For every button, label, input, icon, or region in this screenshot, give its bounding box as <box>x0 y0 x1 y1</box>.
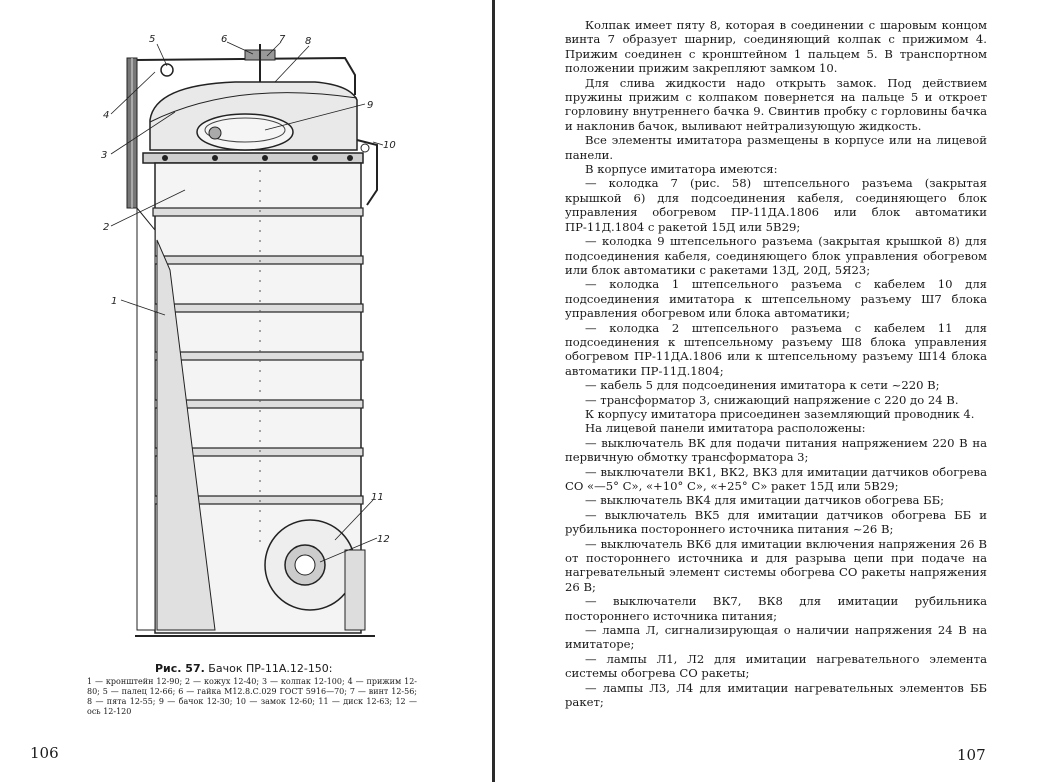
tank-drawing <box>95 30 405 660</box>
list-item: — трансформатор 3, снижающий напряжение с 220 до 24 В. <box>585 392 959 407</box>
figure-legend: 1 — кронштейн 12-90; 2 — кожух 12-40; 3 — колпак 12-100; 4 — прижим 12-80; 5 — палец 12-66; 6 — гайка М12.8.С.029 ГОСТ 5916—70; 7 — винт 12-56; 8 — пята 12-55; 9 — бачок 12-30; 10 — замок 12-60; 11 — диск 12-63; 12 — ось 12-120 <box>87 677 417 716</box>
list-item: — колодка 7 (рис. 58) штепсельного разъема (закрытая крышкой 6) для подсоединения кабеля, соединяющего блок управления обогревом ПР-11ДА.1806 или блок автоматики ПР-11Д.1804 с ракетой 15Д или 5В29; <box>565 176 987 234</box>
callout-10: 10 <box>383 140 396 151</box>
callout-3: 3 <box>101 150 108 161</box>
callout-6: 6 <box>221 34 228 45</box>
paragraph: Колпак имеет пяту 8, которая в соединении с шаровым концом винта 7 образует шарнир, соединяющий колпак с прижимом 4. Прижим соединен с кронштейном 1 пальцем 5. В транспортном положении прижим закрепляют замком 10. <box>565 18 987 76</box>
list-item: — лампа Л, сигнализирующая о наличии напряжения 24 В на имитаторе; <box>565 623 987 652</box>
callout-1: 1 <box>111 296 118 307</box>
caption-prefix: Рис. 57. <box>155 662 205 675</box>
paragraph: На лицевой панели имитатора расположены: <box>585 421 866 436</box>
book-spine <box>492 0 495 782</box>
callout-2: 2 <box>103 222 110 233</box>
list-item: — выключатель ВК5 для имитации датчиков обогрева ББ и рубильника постороннего источника питания ~26 В; <box>565 507 987 537</box>
paragraph: В корпусе имитатора имеются: <box>585 162 778 177</box>
list-item: — выключатели ВК7, ВК8 для имитации рубильника постороннего источника питания; <box>565 594 987 623</box>
list-item: — выключатели ВК1, ВК2, ВК3 для имитации датчиков обогрева СО «—5° С», «+10° С», «+25° С» ракет 15Д или 5В29; <box>565 464 987 493</box>
list-item: — колодка 2 штепсельного разъема с кабелем 11 для подсоединения к штепсельному разъему Ш8 блока управления обогревом ПР-11ДА.1806 или к штепсельному разъему Ш14 блока автоматики ПР-11Д.1804; <box>565 320 987 378</box>
page-number-left: 106 <box>30 744 59 762</box>
paragraph: К корпусу имитатора присоединен заземляющий проводник 4. <box>585 406 975 421</box>
list-item: — лампы Л1, Л2 для имитации нагревательного элемента системы обогрева СО ракеты; <box>565 651 987 681</box>
flange <box>143 153 363 163</box>
callout-5: 5 <box>149 34 156 45</box>
page-number-right: 107 <box>957 746 986 764</box>
right-page-text <box>565 18 987 710</box>
list-item: — колодка 1 штепсельного разъема с кабелем 10 для подсоединения имитатора к штепсельному разъему Ш7 блока управления обогревом или блока автоматики; <box>565 277 987 321</box>
figure-57 <box>95 30 405 660</box>
callout-8: 8 <box>305 36 312 47</box>
callout-4: 4 <box>103 110 110 121</box>
callout-11: 11 <box>371 492 384 503</box>
list-item: — кабель 5 для подсоединения имитатора к сети ~220 В; <box>585 378 940 393</box>
callout-7: 7 <box>279 34 286 45</box>
list-item: — выключатель ВК для подачи питания напряжением 220 В на первичную обмотку трансформатора 3; <box>565 435 987 465</box>
list-item: — колодка 9 штепсельного разъема (закрытая крышкой 8) для подсоединения кабеля, соединяющего блок управления обогревом или блок автоматики с ракетами 13Д, 20Д, 5Я23; <box>565 234 987 277</box>
list-item: — выключатель ВК4 для имитации датчиков обогрева ББ; <box>585 493 945 508</box>
list-item: — выключатель ВК6 для имитации включения напряжения 26 В от постороннего источника и для разрыва цепи при подаче на нагревательный элемент системы обогрева СО ракеты напряжения 26 В; <box>565 536 987 594</box>
callout-12: 12 <box>377 534 390 545</box>
paragraph: Все элементы имитатора размещены в корпусе или на лицевой панели. <box>565 133 987 162</box>
callout-9: 9 <box>367 100 374 111</box>
list-item: — лампы Л3, Л4 для имитации нагревательных элементов ББ ракет; <box>565 680 987 710</box>
figure-caption <box>155 662 415 675</box>
left-page <box>0 0 515 782</box>
caption-title: Бачок ПР-11А.12-150: <box>208 662 333 675</box>
paragraph: Для слива жидкости надо открыть замок. Под действием пружины прижим с колпаком повернется на пальце 5 и откроет горловину внутреннего бачка 9. Свинтив пробку с горловины бачка и наклонив бачок, выливают нейтрализующую жидкость. <box>565 75 987 133</box>
